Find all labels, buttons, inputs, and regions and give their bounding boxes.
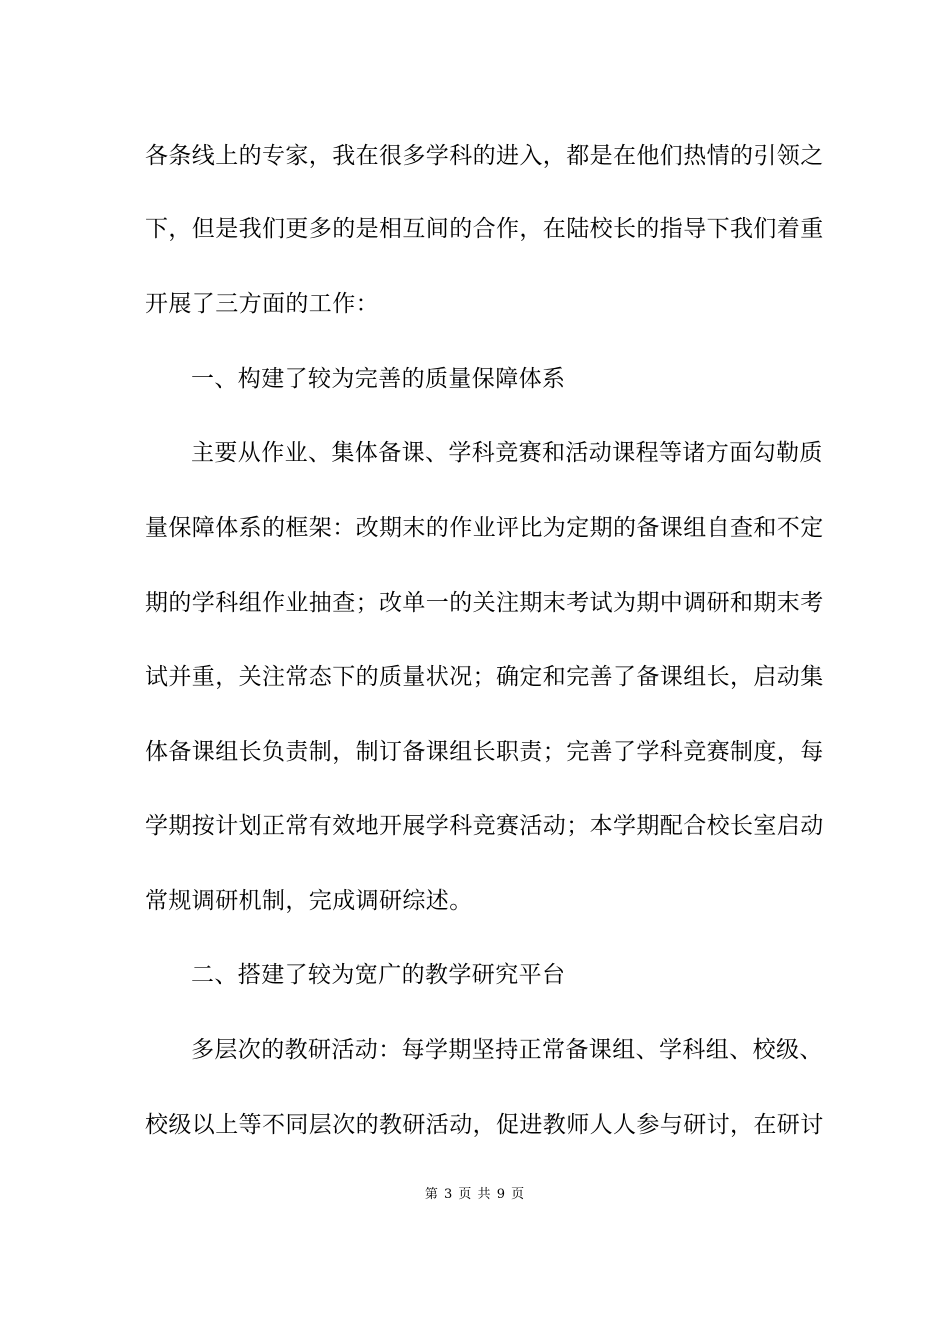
body-text-line: 常规调研机制，完成调研综述。	[145, 888, 473, 914]
page-number-footer: 第 3 页 共 9 页	[424, 1187, 526, 1202]
body-text-line: 体备课组长负责制，制订备课组长职责；完善了学科竞赛制度，每	[145, 739, 824, 765]
body-text-line: 开展了三方面的工作：	[145, 291, 379, 317]
body-text-line: 量保障体系的框架：改期末的作业评比为定期的备课组自查和不定	[145, 515, 824, 541]
body-text-line: 多层次的教研活动：每学期坚持正常备课组、学科组、校级、	[191, 1037, 823, 1063]
section-heading: 二、搭建了较为宽广的教学研究平台	[191, 962, 566, 988]
body-text-line: 学期按计划正常有效地开展学科竞赛活动；本学期配合校长室启动	[145, 813, 824, 839]
body-text-line: 主要从作业、集体备课、学科竞赛和活动课程等诸方面勾勒质	[191, 440, 823, 466]
body-text-line: 下，但是我们更多的是相互间的合作，在陆校长的指导下我们着重	[145, 216, 824, 242]
body-text-line: 期的学科组作业抽查；改单一的关注期末考试为期中调研和期末考	[145, 590, 824, 616]
body-text-line: 各条线上的专家，我在很多学科的进入，都是在他们热情的引领之	[145, 143, 824, 169]
body-text-line: 校级以上等不同层次的教研活动，促进教师人人参与研讨，在研讨	[145, 1112, 824, 1138]
body-text-line: 试并重，关注常态下的质量状况；确定和完善了备课组长，启动集	[145, 664, 824, 690]
section-heading: 一、构建了较为完善的质量保障体系	[191, 366, 566, 392]
